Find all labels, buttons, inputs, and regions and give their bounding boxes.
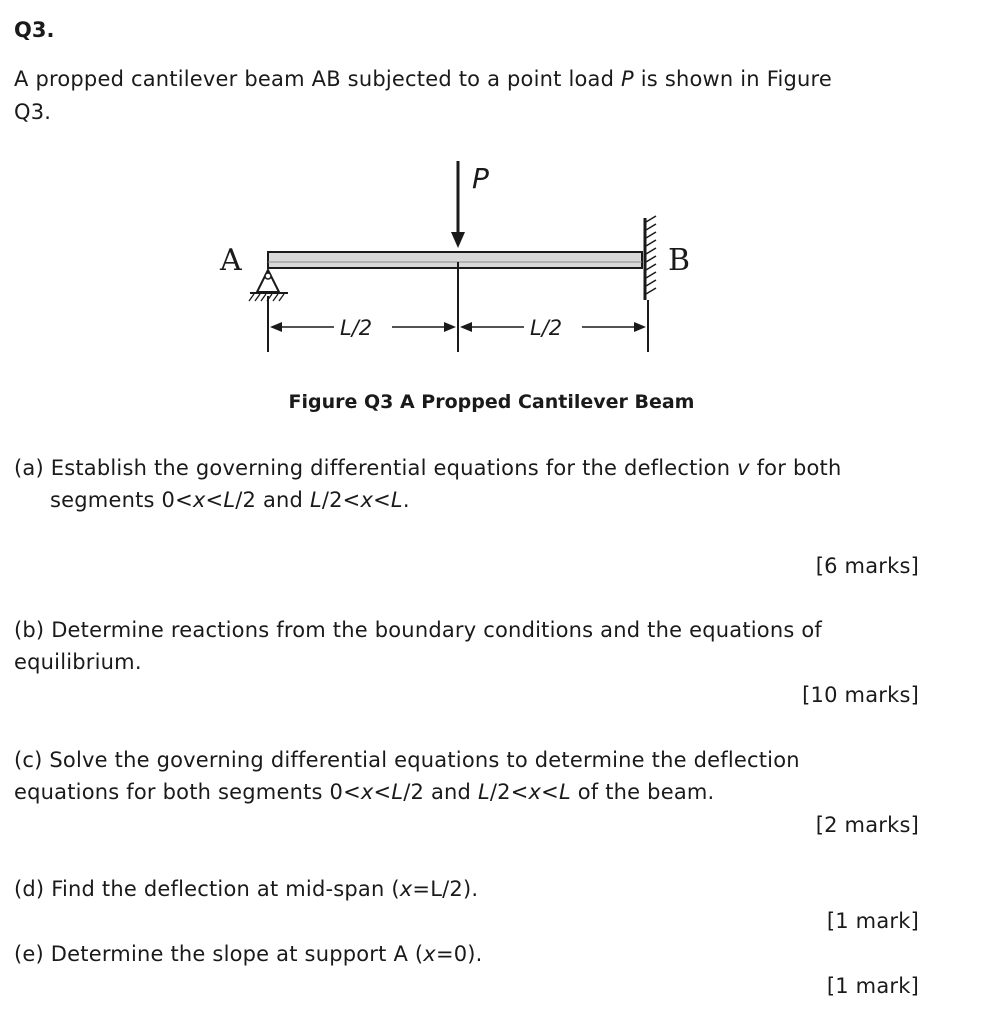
dim-right-arrow-start — [460, 322, 472, 332]
part-d-marks: [1 mark] — [826, 909, 919, 933]
part-a-line-1: (a) Establish the governing differential equations for the deflection v for both — [14, 456, 842, 480]
dim-right-label: L/2 — [530, 316, 563, 340]
dim-left-arrow-end — [444, 322, 456, 332]
intro-line-2: Q3. — [14, 100, 52, 124]
load-arrow-head — [451, 232, 465, 248]
pin-hinge — [265, 273, 271, 279]
beam-figure — [0, 0, 983, 380]
part-b-line-1: (b) Determine reactions from the boundary conditions and the equations of — [14, 618, 823, 642]
part-e-text: (e) Determine the slope at support A (x=0). — [14, 942, 483, 966]
part-c-line-2: equations for both segments 0<x<L/2 and L/2<x<L of the beam. — [14, 780, 715, 804]
question-number: Q3. — [14, 18, 55, 42]
fixed-wall-hatching — [646, 216, 656, 294]
pin-ground-hatching — [249, 294, 284, 301]
part-a-line-2: segments 0<x<L/2 and L/2<x<L. — [50, 488, 410, 512]
figure-caption: Figure Q3 A Propped Cantilever Beam — [288, 391, 695, 413]
part-b-line-2: equilibrium. — [14, 650, 142, 674]
label-b: B — [668, 243, 691, 278]
part-b-marks: [10 marks] — [802, 683, 919, 707]
beam — [268, 252, 642, 268]
part-e-marks: [1 mark] — [826, 974, 919, 998]
dim-right-arrow-end — [634, 322, 646, 332]
label-a: A — [220, 243, 242, 278]
part-c-marks: [2 marks] — [815, 813, 919, 837]
part-a-marks: [6 marks] — [815, 554, 919, 578]
part-c-line-1: (c) Solve the governing differential equations to determine the deflection — [14, 748, 800, 772]
dim-left-arrow-start — [270, 322, 282, 332]
intro-line-1: A propped cantilever beam AB subjected to a point load P is shown in Figure — [14, 67, 833, 91]
load-label: P — [472, 162, 489, 195]
part-d-text: (d) Find the deflection at mid-span (x=L/2). — [14, 877, 479, 901]
dim-left-label: L/2 — [340, 316, 373, 340]
